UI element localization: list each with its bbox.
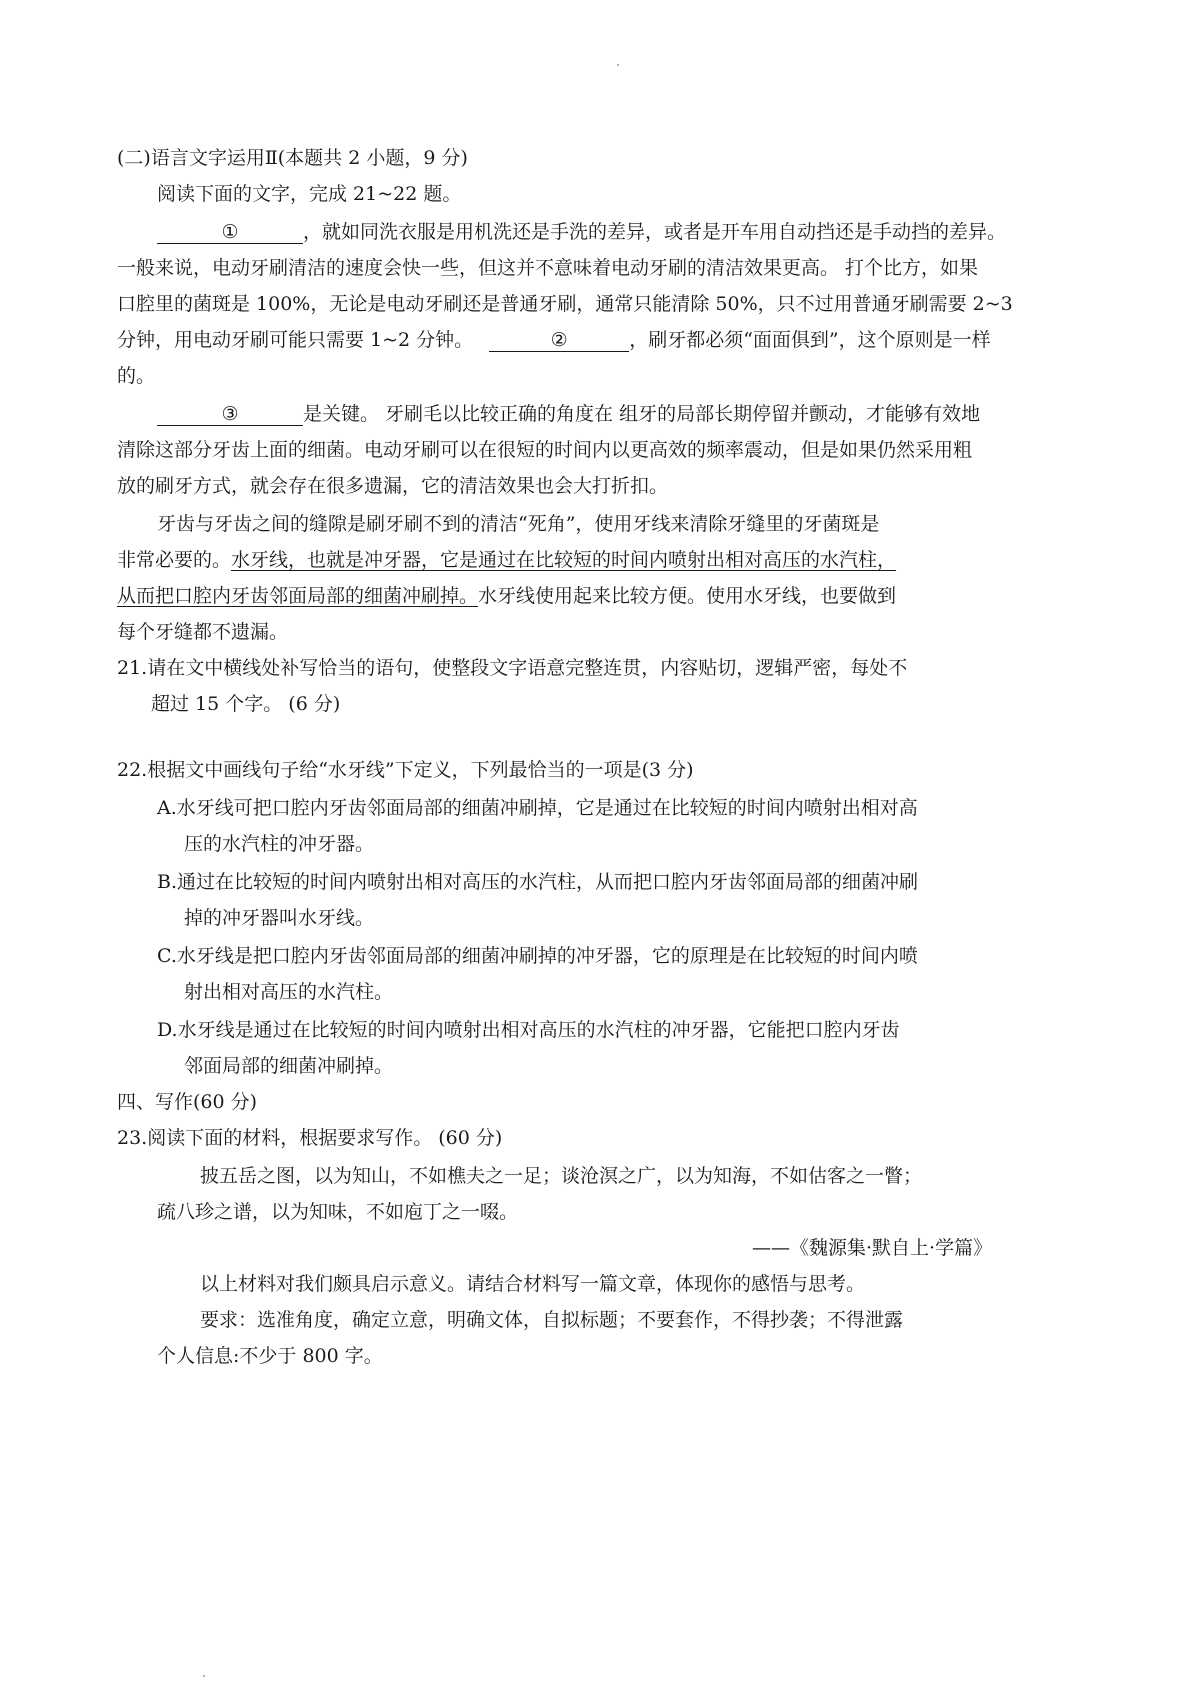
passage-p3-line3: [117, 584, 896, 610]
blank-2: ②: [489, 329, 629, 352]
q22-stem: 22.根据文中画线句子给“水牙线”下定义，下列最恰当的一项是(3 分): [117, 759, 694, 781]
section-2-intro: 阅读下面的文字，完成 21~22 题。: [157, 183, 462, 205]
q21-line2: 超过 15 个字。 (6 分): [151, 693, 341, 715]
underlined-sentence: 水牙线，也就是冲牙器，它是通过在比较短的时间内喷射出相对高压的水汽柱，: [231, 549, 897, 571]
q22-option-c-line2: 射出相对高压的水汽柱。: [184, 981, 394, 1003]
section-4-heading: 四、写作(60 分): [117, 1091, 258, 1113]
q23-material-line2: 疏八珍之谱，以为知味，不如庖丁之一啜。: [157, 1201, 519, 1223]
q23-prompt: 以上材料对我们颇具启示意义。请结合材料写一篇文章，体现你的感悟与思考。: [200, 1273, 866, 1295]
q22-option-b-line1: B.通过在比较短的时间内喷射出相对高压的水汽柱，从而把口腔内牙齿邻面局部的细菌冲刷: [157, 871, 919, 893]
q23-material-line1: 披五岳之图，以为知山，不如樵夫之一足；谈沧溟之广，以为知海，不如估客之一瞥；: [200, 1165, 923, 1187]
q22-option-d-line1: D.水牙线是通过在比较短的时间内喷射出相对高压的水汽柱的冲牙器，它能把口腔内牙齿: [157, 1019, 900, 1041]
passage-text: 非常必要的。: [117, 549, 232, 571]
passage-p2-line1: [157, 402, 980, 428]
passage-p3-line4: 每个牙缝都不遗漏。: [117, 621, 289, 643]
passage-p1-line4: [117, 328, 991, 354]
passage-p2-line3: 放的刷牙方式，就会存在很多遗漏，它的清洁效果也会大打折扣。: [117, 475, 669, 497]
passage-text: 分钟，用电动牙刷可能只需要 1~2 分钟。: [117, 329, 474, 351]
passage-p1-line1: [157, 220, 1006, 246]
passage-p1-line3: 口腔里的菌斑是 100%，无论是电动牙刷还是普通牙刷，通常只能清除 50%，只不过用普通牙刷需要 2~3: [117, 293, 1013, 315]
blank-1: ①: [157, 221, 303, 244]
passage-p3-line2: [117, 548, 896, 574]
scan-speck-bottom: [203, 1675, 205, 1677]
passage-p1-line2: 一般来说，电动牙刷清洁的速度会快一些，但这并不意味着电动牙刷的清洁效果更高。 打个比方，如果: [117, 257, 979, 279]
q23-requirements-line2: 个人信息:不少于 800 字。: [157, 1345, 383, 1367]
q23-stem: 23.阅读下面的材料，根据要求写作。 (60 分): [117, 1127, 503, 1149]
passage-p1-line5: 的。: [117, 365, 156, 387]
q21-line1: 21.请在文中横线处补写恰当的语句，使整段文字语意完整连贯，内容贴切，逻辑严密，每处不: [117, 657, 908, 679]
passage-text: ，刷牙都必须“面面俱到”，这个原则是一样: [629, 329, 991, 351]
blank-3: ③: [157, 403, 303, 426]
passage-p2-line2: 清除这部分牙齿上面的细菌。电动牙刷可以在很短的时间内以更高效的频率震动，但是如果仍然采用粗: [117, 439, 973, 461]
q22-option-d-line2: 邻面局部的细菌冲刷掉。: [184, 1055, 394, 1077]
underlined-sentence: 从而把口腔内牙齿邻面局部的细菌冲刷掉。: [117, 585, 479, 607]
passage-text: 水牙线使用起来比较方便。使用水牙线，也要做到: [478, 585, 897, 607]
section-2-heading: (二)语言文字运用Ⅱ(本题共 2 小题，9 分): [117, 147, 468, 169]
q22-option-a-line1: A.水牙线可把口腔内牙齿邻面局部的细菌冲刷掉，它是通过在比较短的时间内喷射出相对高: [157, 797, 918, 819]
q23-source: ——《魏源集·默自上·学篇》: [752, 1237, 993, 1259]
passage-text: ，就如同洗衣服是用机洗还是手洗的差异，或者是开车用自动挡还是手动挡的差异。: [303, 221, 1007, 243]
scan-speck-top: [617, 64, 619, 66]
q22-option-c-line1: C.水牙线是把口腔内牙齿邻面局部的细菌冲刷掉的冲牙器，它的原理是在比较短的时间内喷: [157, 945, 918, 967]
q23-requirements-line1: 要求：选准角度，确定立意，明确文体，自拟标题；不要套作，不得抄袭；不得泄露: [200, 1309, 904, 1331]
q22-option-b-line2: 掉的冲牙器叫水牙线。: [184, 907, 375, 929]
passage-text: 是关键。 牙刷毛以比较正确的角度在 组牙的局部长期停留并颤动，才能够有效地: [303, 403, 981, 425]
q22-option-a-line2: 压的水汽柱的冲牙器。: [184, 833, 375, 855]
passage-p3-line1: 牙齿与牙齿之间的缝隙是刷牙刷不到的清洁“死角”，使用牙线来清除牙缝里的牙菌斑是: [157, 513, 880, 535]
